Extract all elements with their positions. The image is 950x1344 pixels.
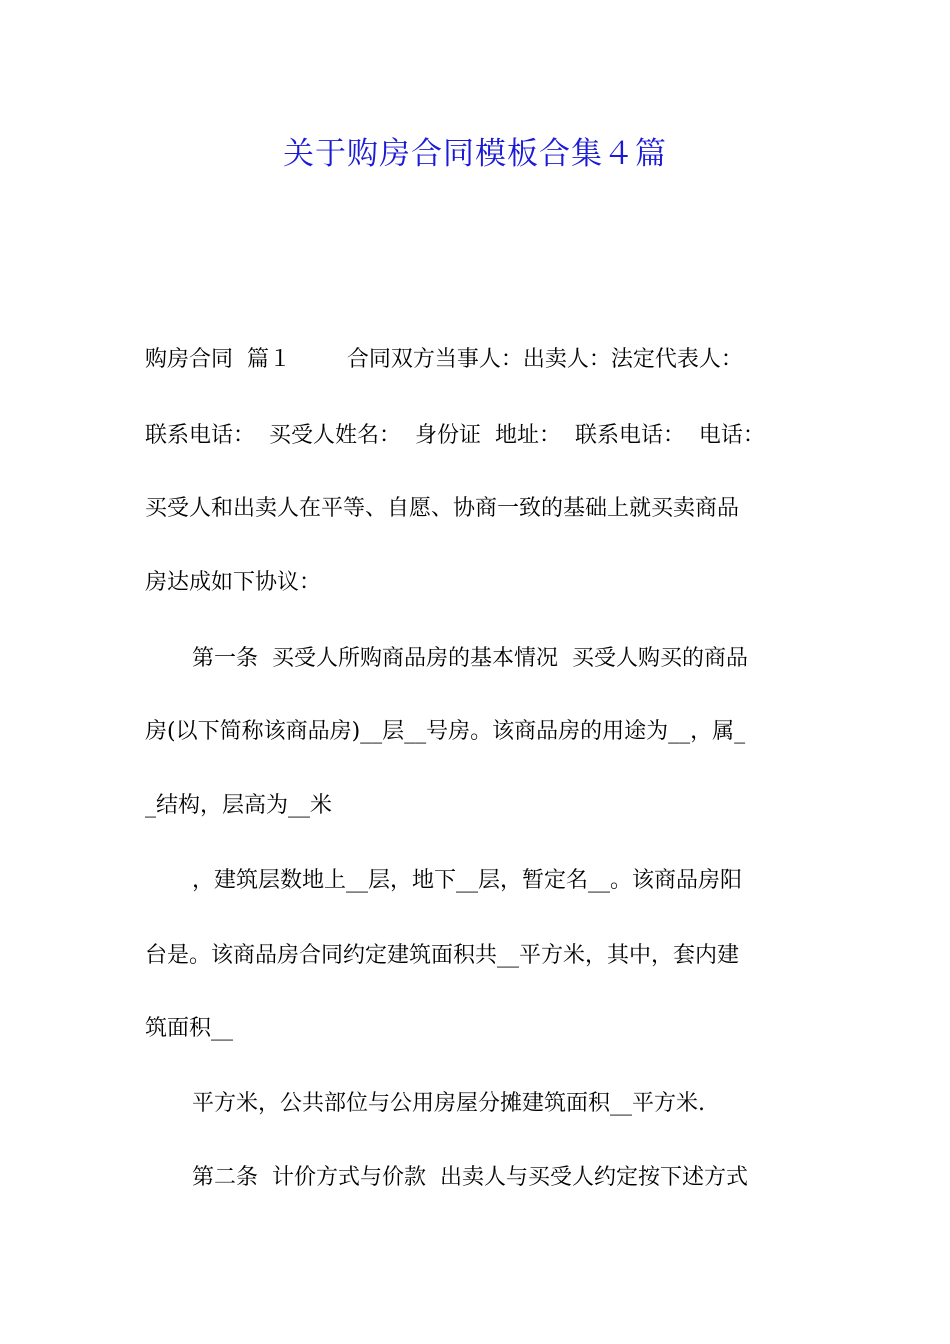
text-line: ，建筑层数地上__层，地下__层，暂定名__。该商品房阳 <box>192 868 743 893</box>
text-line: _结构，层高为__米 <box>145 793 333 818</box>
text-line: 筑面积__ <box>145 1016 234 1041</box>
text-line: 购房合同 篇１ 合同双方当事人：出卖人：法定代表人： <box>145 347 743 372</box>
text-line: 平方米，公共部位与公用房屋分摊建筑面积__平方米. <box>192 1091 705 1116</box>
text-line: 买受人和出卖人在平等、自愿、协商一致的基础上就买卖商品 <box>145 496 740 521</box>
text-line: 第一条 买受人所购商品房的基本情况 买受人购买的商品 <box>192 646 748 671</box>
text-line: 第二条 计价方式与价款 出卖人与买受人约定按下述方式 <box>192 1165 748 1190</box>
document-title: 关于购房合同模板合集４篇 <box>283 136 667 172</box>
text-line: 房(以下简称该商品房)__层__号房。该商品房的用途为__，属_ <box>145 719 746 744</box>
text-line: 联系电话： 买受人姓名： 身份证 地址： 联系电话： 电话： <box>145 423 765 448</box>
text-line: 台是。该商品房合同约定建筑面积共__平方米，其中，套内建 <box>145 943 740 968</box>
text-line: 房达成如下协议： <box>145 570 322 595</box>
